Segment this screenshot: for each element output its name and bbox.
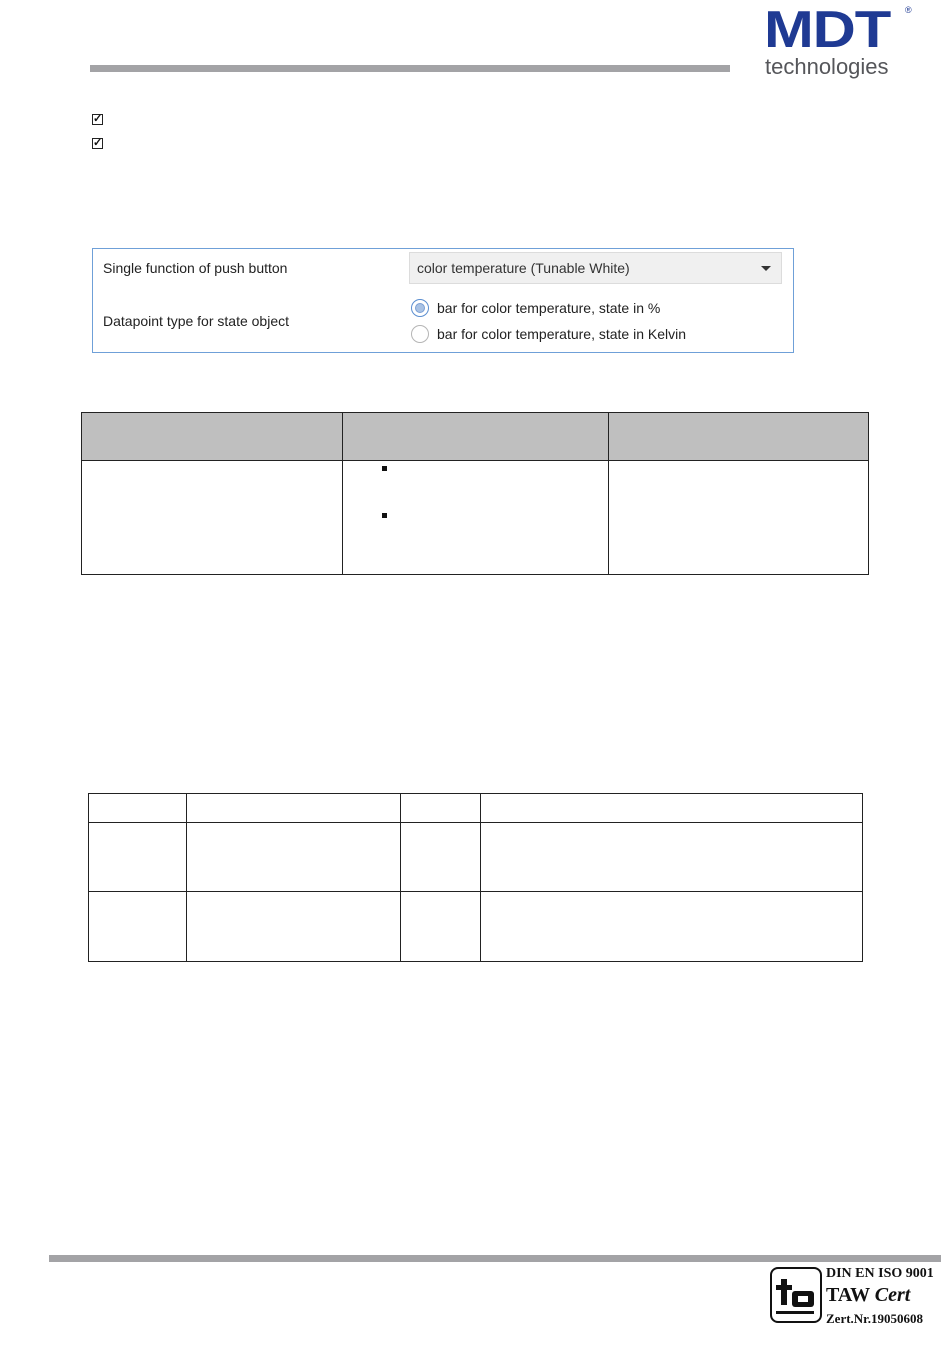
taw-cert-emblem [770,1267,822,1323]
footer-rule [49,1255,941,1262]
cert-iso-line: DIN EN ISO 9001 [826,1266,934,1281]
cert-number: Zert.Nr.19050608 [826,1311,924,1326]
radio-state-kelvin-label[interactable]: bar for color temperature, state in Kelvin [437,326,687,342]
single-function-label: Single function of push button [103,260,288,276]
logo-letters: MDT [764,1,891,59]
single-function-dropdown[interactable] [409,252,782,284]
radio-state-percent[interactable] [411,299,429,317]
logo-subtitle: technologies [765,54,889,79]
parameter-table-header [82,413,868,461]
chevron-down-icon [761,266,771,271]
radio-state-percent-label[interactable]: bar for color temperature, state in % [437,300,661,316]
registered-mark: ® [905,5,912,15]
bullet-icon [382,466,387,471]
column-divider [608,413,609,574]
checkbox-checked-icon: ✓ [93,113,103,125]
single-function-value: color temperature (Tunable White) [417,260,630,276]
column-divider [400,794,401,961]
checkbox-checked-icon: ✓ [93,137,103,149]
row-divider [89,891,862,892]
parameter-table [81,412,869,575]
header-rule [90,65,730,72]
cert-taw-italic: Cert [874,1284,911,1306]
mdt-logo [764,1,914,80]
datapoint-type-label: Datapoint type for state object [103,313,289,329]
row-divider [89,822,862,823]
taw-cert-emblem-icon [772,1269,820,1321]
cert-taw-prefix: TAW [826,1284,870,1306]
radio-state-kelvin[interactable] [411,325,429,343]
column-divider [186,794,187,961]
bullet-icon [382,513,387,518]
column-divider [480,794,481,961]
communication-objects-table [88,793,863,962]
column-divider [342,413,343,574]
cert-taw-line [826,1284,910,1307]
